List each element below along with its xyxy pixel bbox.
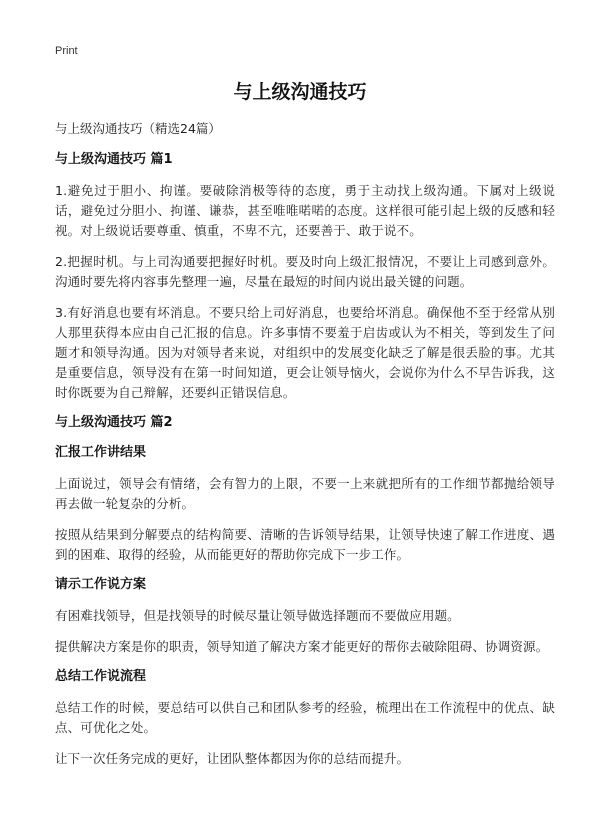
section-heading: 与上级沟通技巧 篇2 [55, 415, 173, 430]
sub-heading: 汇报工作讲结果 [55, 445, 147, 460]
paragraph: 3.有好消息也要有坏消息。不要只给上司好消息，也要给坏消息。确保他不至于经常从别人那里获得本应由自己汇报的信息。许多事情不要羞于启齿或认为不相关，等到发生了问题才和领导沟通。因为对领导者来说，对组织中的发展变化缺乏了解是很丢脸的事。尤其是重要信息，领导没有在第一时间知道，更会让领导恼火，会说你为什么不早告诉我，这时你既要为自己辩解，还要纠正错误信息。 [55, 305, 555, 400]
paragraph: 按照从结果到分解要点的结构简要、清晰的告诉领导结果，让领导快速了解工作进度、遇到的困难、取得的经验，从而能更好的帮助你完成下一步工作。 [55, 527, 555, 562]
document-subtitle: 与上级沟通技巧（精选24篇） [55, 121, 221, 136]
paragraph: 上面说过，领导会有情绪，会有智力的上限，不要一上来就把所有的工作细节都抛给领导再去做一轮复杂的分析。 [55, 476, 555, 511]
document-body [55, 120, 555, 780]
paragraph: 总结工作的时候，要总结可以供自己和团队参考的经验，梳理出在工作流程中的优点、缺点、可优化之处。 [55, 700, 555, 735]
paragraph: 1.避免过于胆小、拘谨。要破除消极等待的态度，勇于主动找上级沟通。下属对上级说话，避免过分胆小、拘谨、谦恭，甚至唯唯喏喏的态度。这样很可能引起上级的反感和轻视。对上级说话要尊重、慎重，不卑不亢，还要善于、敢于说不。 [55, 183, 555, 238]
section-heading: 与上级沟通技巧 篇1 [55, 152, 173, 167]
sub-heading: 总结工作说流程 [55, 669, 147, 684]
paragraph: 让下一次任务完成的更好，让团队整体都因为你的总结而提升。 [55, 751, 410, 766]
paragraph: 提供解决方案是你的职责，领导知道了解决方案才能更好的帮你去破除阻碍、协调资源。 [55, 639, 549, 654]
sub-heading: 请示工作说方案 [55, 577, 147, 592]
paragraph: 2.把握时机。与上司沟通要把握好时机。要及时向上级汇报情况，不要让上司感到意外。沟通时要先将内容事先整理一遍，尽量在最短的时间内说出最关键的问题。 [55, 254, 555, 289]
paragraph: 有困难找领导，但是找领导的时候尽量让领导做选择题而不要做应用题。 [55, 608, 460, 623]
print-label[interactable]: Print [55, 45, 78, 57]
page-title: 与上级沟通技巧 [233, 81, 367, 103]
